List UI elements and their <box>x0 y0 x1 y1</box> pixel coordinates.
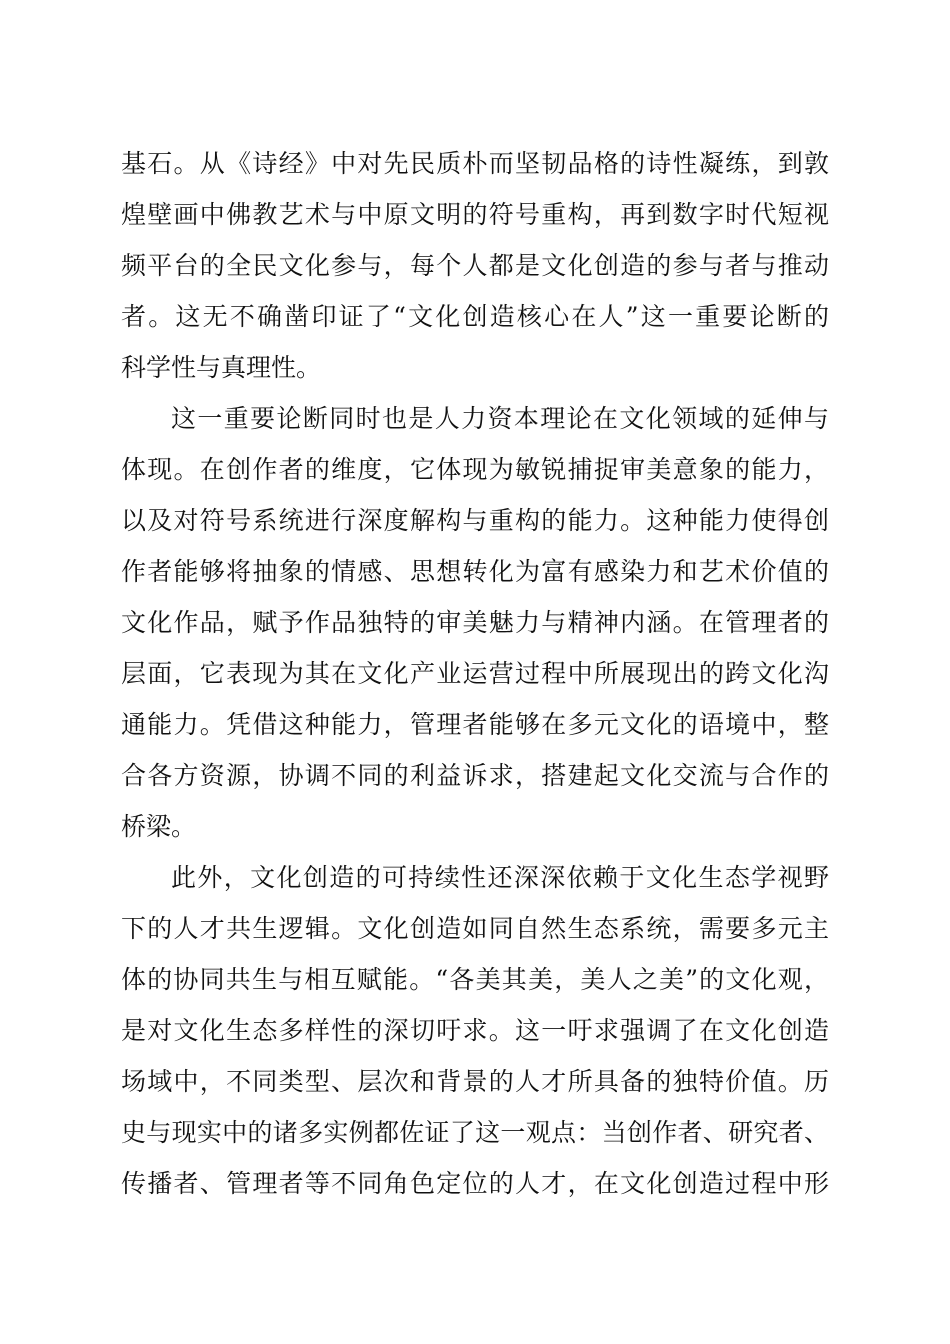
paragraph-3-line-5: 场域中，不同类型、层次和背景的人才所具备的独特价值。历 <box>121 1067 829 1096</box>
paragraph-1-line-5: 科学性与真理性。 <box>121 353 322 382</box>
paragraph-2-line-4: 作者能够将抽象的情感、思想转化为富有感染力和艺术价值的 <box>121 557 829 586</box>
paragraph-1-line-3: 频平台的全民文化参与，每个人都是文化创造的参与者与推动 <box>121 251 829 280</box>
paragraph-3-line-4: 是对文化生态多样性的深切吁求。这一吁求强调了在文化创造 <box>121 1016 829 1045</box>
paragraph-2-line-3: 以及对符号系统进行深度解构与重构的能力。这种能力使得创 <box>121 506 829 535</box>
paragraph-3-line-2: 下的人才共生逻辑。文化创造如同自然生态系统，需要多元主 <box>121 914 829 943</box>
paragraph-2-line-6: 层面，它表现为其在文化产业运营过程中所展现出的跨文化沟 <box>121 659 829 688</box>
paragraph-2-line-7: 通能力。凭借这种能力，管理者能够在多元文化的语境中，整 <box>121 710 829 739</box>
paragraph-1-line-4: 者。这无不确凿印证了“文化创造核心在人”这一重要论断的 <box>121 302 829 331</box>
paragraph-3-line-3: 体的协同共生与相互赋能。“各美其美，美人之美”的文化观， <box>121 965 829 994</box>
paragraph-2-line-8: 合各方资源，协调不同的利益诉求，搭建起文化交流与合作的 <box>121 761 829 790</box>
paragraph-2-line-5: 文化作品，赋予作品独特的审美魅力与精神内涵。在管理者的 <box>121 608 829 637</box>
paragraph-2-line-2: 体现。在创作者的维度，它体现为敏锐捕捉审美意象的能力， <box>121 455 829 484</box>
paragraph-3-line-1: 此外，文化创造的可持续性还深深依赖于文化生态学视野 <box>171 863 829 892</box>
paragraph-1-line-1: 基石。从《诗经》中对先民质朴而坚韧品格的诗性凝练，到敦 <box>121 149 829 178</box>
paragraph-2-line-1: 这一重要论断同时也是人力资本理论在文化领域的延伸与 <box>171 404 829 433</box>
paragraph-3-line-7: 传播者、管理者等不同角色定位的人才，在文化创造过程中形 <box>121 1169 829 1198</box>
body-text <box>121 138 829 1209</box>
paragraph-3-line-6: 史与现实中的诸多实例都佐证了这一观点：当创作者、研究者、 <box>121 1118 829 1147</box>
paragraph-1-line-2: 煌壁画中佛教艺术与中原文明的符号重构，再到数字时代短视 <box>121 200 829 229</box>
paragraph-2-line-9: 桥梁。 <box>121 812 197 841</box>
